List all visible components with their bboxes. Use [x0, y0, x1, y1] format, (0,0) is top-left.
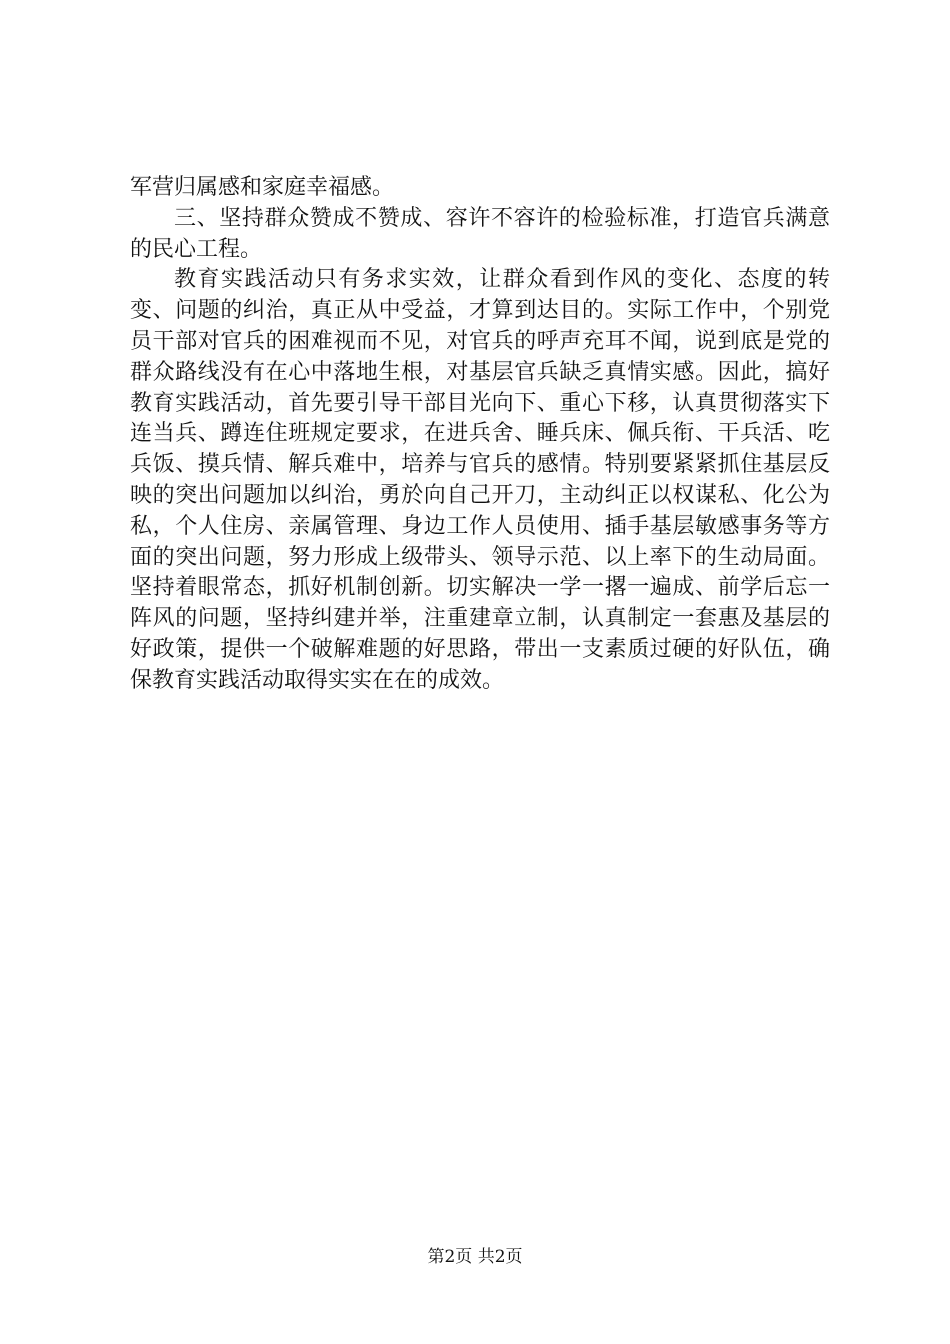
paragraph-heading-three: 三、坚持群众赞成不赞成、容许不容许的检验标准，打造官兵满意的民心工程。 [130, 205, 830, 262]
document-body [130, 173, 830, 697]
page-number-footer: 第2页 共2页 [427, 1247, 523, 1267]
paragraph-body: 教育实践活动只有务求实效，让群众看到作风的变化、态度的转变、问题的纠治，真正从中受益，才算到达目的。实际工作中，个别党员干部对官兵的困难视而不见，对官兵的呼声充耳不闻，说到底是党的群众路线没有在心中落地生根，对基层官兵缺乏真情实感。因此，搞好教育实践活动，首先要引导干部目光向下、重心下移，认真贯彻落实下连当兵、蹲连住班规定要求，在进兵舍、睡兵床、佩兵衔、干兵活、吃兵饭、摸兵情、解兵难中，培养与官兵的感情。特别要紧紧抓住基层反映的突出问题加以纠治，勇於向自己开刀，主动纠正以权谋私、化公为私，个人住房、亲属管理、身边工作人员使用、插手基层敏感事务等方面的突出问题，努力形成上级带头、领导示范、以上率下的生动局面。坚持着眼常态，抓好机制创新。切实解决一学一撂一遍成、前学后忘一阵风的问题，坚持纠建并举，注重建章立制，认真制定一套惠及基层的好政策，提供一个破解难题的好思路，带出一支素质过硬的好队伍，确保教育实践活动取得实实在在的成效。 [130, 267, 830, 693]
paragraph-continuation: 军营归属感和家庭幸福感。 [130, 175, 395, 200]
